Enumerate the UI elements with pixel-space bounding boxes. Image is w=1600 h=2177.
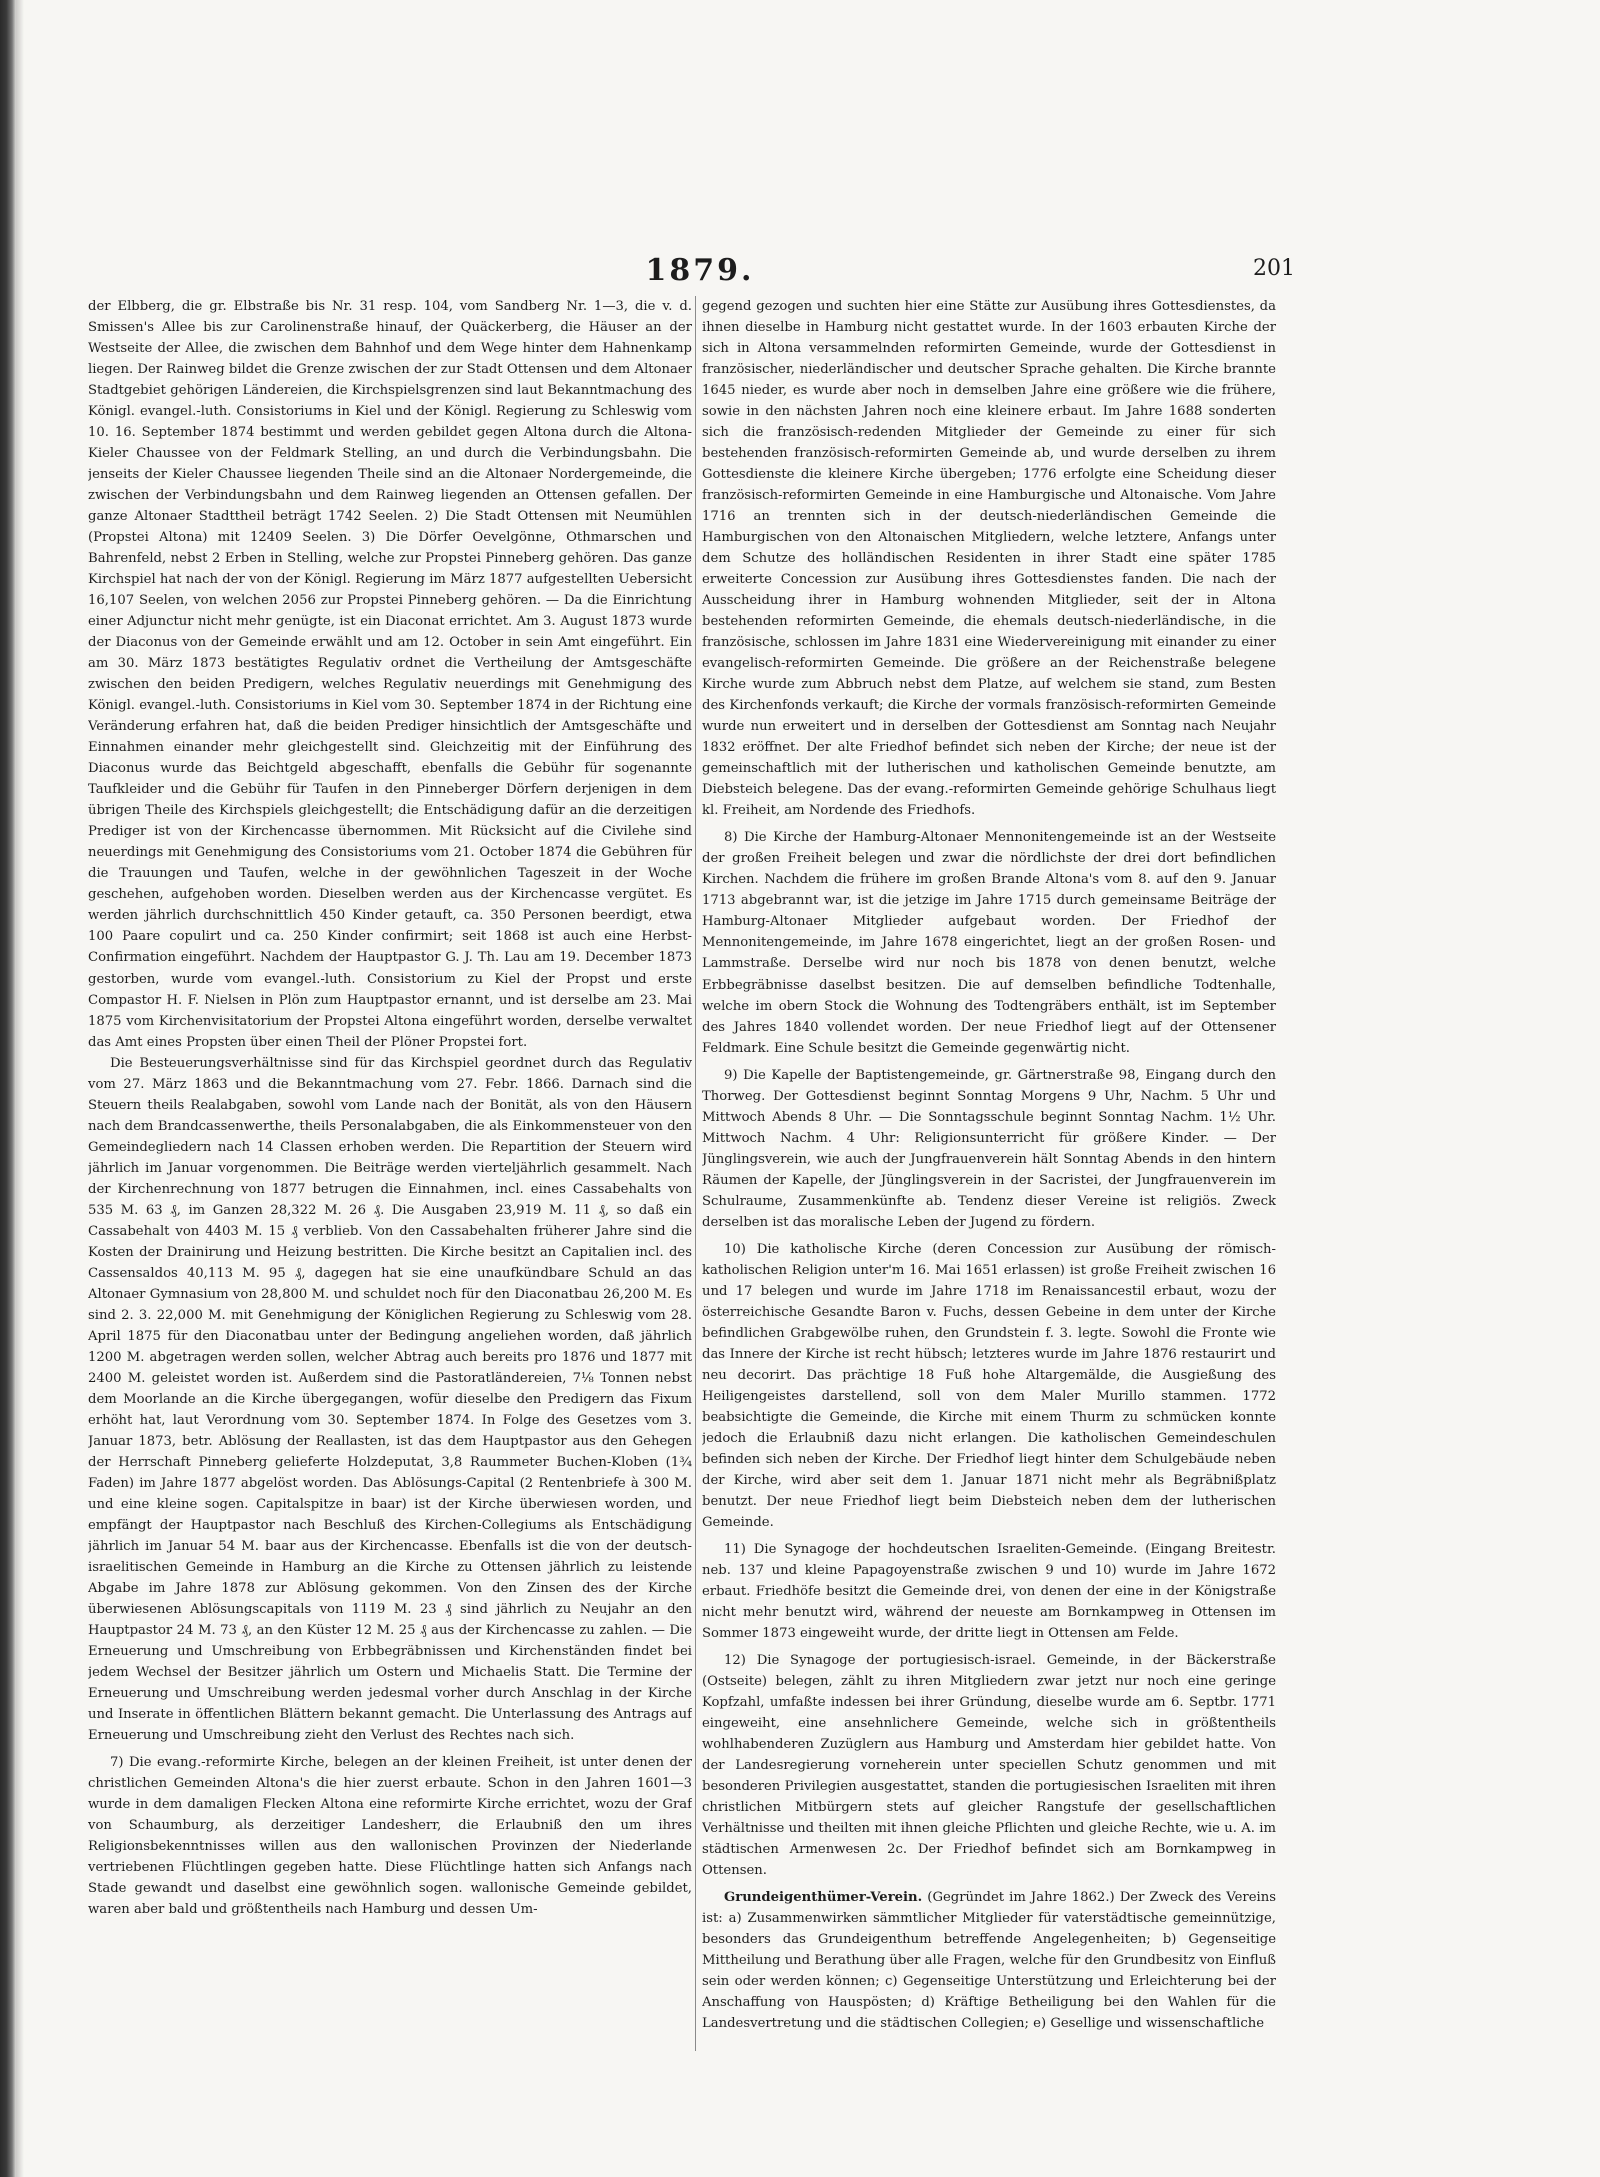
left-column [88,296,692,2056]
paragraph: 12) Die Synagoge der portugiesisch-israel. Gemeinde, in der Bäckerstraße (Ostseite) belegen, zählt zu ihren Mitgliedern zwar jetzt nur noch eine geringe Kopfzahl, umfaßte indessen bei ihrer Gründung, dieselbe wurde am 6. Septbr. 1771 eingeweiht, eine ansehnlichere Gemeinde, welche sich in größtentheils wohlhabenderen Zuzüglern aus Hamburg und Amsterdam hier gebildet hatte. Von der Landesregierung vorneherein unter speciellen Schutz genommen und mit besonderen Privilegien ausgestattet, standen die portugiesischen Israeliten mit ihren christlichen Mitbürgern stets auf gleicher Rangstufe der gesellschaftlichen Verhältnisse und theilten mit ihnen gleiche Pflichten und gleiche Rechte, wie u. A. im städtischen Armenwesen 2c. Der Friedhof befindet sich am Bornkampweg in Ottensen. [702,1652,1276,1879]
paragraph: der Elbberg, die gr. Elbstraße bis Nr. 31 resp. 104, vom Sandberg Nr. 1—3, die v. d. Smissen's Allee bis zur Carolinenstraße hinauf, der Quäckerberg, die Häuser an der Westseite der Allee, die zwischen dem Bahnhof und dem Wege hinter dem Hahnenkamp liegen. Der Rainweg bildet die Grenze zwischen der zur Stadt Ottensen und dem Altonaer Stadtgebiet gehörigen Ländereien, die Kirchspielsgrenzen sind laut Bekanntmachung des Königl. evangel.-luth. Consistoriums in Kiel und der Königl. Regierung zu Schleswig vom 10. 16. September 1874 bestimmt und werden gebildet gegen Altona durch die Altona-Kieler Chaussee von der Feldmark Stelling, an und durch die Verbindungsbahn. Die jenseits der Kieler Chaussee liegenden Theile sind an die Altonaer Nordergemeinde, die zwischen der Verbindungsbahn und dem Rainweg liegenden an Ottensen gefallen. Der ganze Altonaer Stadttheil beträgt 1742 Seelen. 2) Die Stadt Ottensen mit Neumühlen (Propstei Altona) mit 12409 Seelen. 3) Die Dörfer Oevelgönne, Othmarschen und Bahrenfeld, nebst 2 Erben in Stelling, welche zur Propstei Pinneberg gehören. Das ganze Kirchspiel hat nach der von der Königl. Regierung im März 1877 aufgestellten Uebersicht 16,107 Seelen, von welchen 2056 zur Propstei Pinneberg gehören. — Da die Einrichtung einer Adjunctur nicht mehr genügte, ist ein Diaconat errichtet. Am 3. August 1873 wurde der Diaconus von der Gemeinde erwählt und am 12. October in sein Amt eingeführt. Ein am 30. März 1873 bestätigtes Regulativ ordnet die Vertheilung der Amtsgeschäfte zwischen den beiden Predigern, welches Regulativ neuerdings mit Genehmigung des Königl. evangel.-luth. Consistoriums in Kiel vom 30. September 1874 in der Richtung eine Veränderung erfahren hat, daß die beiden Prediger hinsichtlich der Amtsgeschäfte und Einnahmen einander mehr gleichgestellt sind. Gleichzeitig mit der Einführung des Diaconus wurde das Beichtgeld abgeschafft, ebenfalls die Gebühr für sogenannte Taufkleider und die Gebühr für Taufen in den Pinneberger Dörfern derjenigen in dem übrigen Theile des Kirchspiels gleichgestellt; die Entschädigung dafür an die derzeitigen Prediger ist von der Kirchencasse übernommen. Mit Rücksicht auf die Civilehe sind neuerdings mit Genehmigung des Consistoriums vom 21. October 1874 die Gebühren für die Trauungen und Taufen, welche in der gewöhnlichen Tageszeit in der Woche geschehen, aufgehoben worden. Dieselben werden aus der Kirchencasse vergütet. Es werden jährlich durchschnittlich 450 Kinder getauft, ca. 350 Personen beerdigt, etwa 100 Paare copulirt und ca. 250 Kinder confirmirt; seit 1868 ist auch eine Herbst-Confirmation eingeführt. Nachdem der Hauptpastor G. J. Th. Lau am 19. December 1873 gestorben, wurde vom evangel.-luth. Consistorium zu Kiel der Propst und erste Compastor H. F. Nielsen in Plön zum Hauptpastor ernannt, und ist derselbe am 23. Mai 1875 vom Kirchenvisitatorium der Propstei Altona eingeführt worden, derselbe verwaltet das Amt eines Propsten über einen Theil der Plöner Propstei fort. [88,299,692,1050]
right-column [702,296,1276,2056]
paragraph: Die Besteuerungsverhältnisse sind für das Kirchspiel geordnet durch das Regulativ vom 27. März 1863 und die Bekanntmachung vom 27. Febr. 1866. Darnach sind die Steuern theils Realabgaben, sowohl vom Lande nach der Bonität, als von den Häusern nach dem Brandcassenwerthe, theils Personalabgaben, die als Einkommensteuer von den Gemeindegliedern nach 14 Classen erhoben werden. Die Repartition der Steuern wird jährlich im Januar vorgenommen. Die Beiträge werden vierteljährlich gesammelt. Nach der Kirchenrechnung von 1877 betrugen die Einnahmen, incl. eines Cassabehalts von 535 M. 63 ₰, im Ganzen 28,322 M. 26 ₰. Die Ausgaben 23,919 M. 11 ₰, so daß ein Cassabehalt von 4403 M. 15 ₰ verblieb. Von den Cassabehalten früherer Jahre sind die Kosten der Drainirung und Heizung bestritten. Die Kirche besitzt an Capitalien incl. des Cassensaldos 40,113 M. 95 ₰, dagegen hat sie eine unaufkündbare Schuld an das Altonaer Gymnasium von 28,800 M. und schuldet noch für den Diaconatbau 26,200 M. Es sind 2. 3. 22,000 M. mit Genehmigung der Königlichen Regierung zu Schleswig vom 28. April 1875 für den Diaconatbau unter der Bedingung angeliehen worden, daß jährlich 1200 M. abgetragen werden sollen, welcher Abtrag auch bereits pro 1876 und 1877 mit 2400 M. geleistet worden ist. Außerdem sind die Pastoratländereien, 7⅛ Tonnen nebst dem Moorlande an die Kirche übergegangen, wofür dieselbe den Predigern das Fixum erhöht hat, laut Verordnung vom 30. September 1874. In Folge des Gesetzes vom 3. Januar 1873, betr. Ablösung der Reallasten, ist das dem Hauptpastor aus den Gehegen der Herrschaft Pinneberg gelieferte Holzdeputat, 3,8 Raummeter Buchen-Kloben (1¾ Faden) im Jahre 1877 abgelöst worden. Das Ablösungs-Capital (2 Rentenbriefe à 300 M. und eine kleine sogen. Capitalspitze in baar) ist der Kirche überwiesen worden, und empfängt der Hauptpastor nach Beschluß des Kirchen-Collegiums als Entschädigung jährlich im Januar 54 M. baar aus der Kirchencasse. Ebenfalls ist die von der deutsch-israelitischen Gemeinde in Hamburg an die Kirche zu Ottensen jährlich zu leistende Abgabe im Jahre 1878 zur Ablösung gekommen. Von den Zinsen des der Kirche überwiesenen Ablösungscapitals von 1119 M. 23 ₰ sind jährlich zu Neujahr an den Hauptpastor 24 M. 73 ₰, an den Küster 12 M. 25 ₰ aus der Kirchencasse zu zahlen. — Die Erneuerung und Umschreibung von Erbbegräbnissen und Kirchenständen findet bei jedem Wechsel der Besitzer jährlich um Ostern und Michaelis Statt. Die Termine der Erneuerung und Umschreibung werden jedesmal vorher durch Anschlag in der Kirche und Inserate in öffentlichen Blättern bekannt gemacht. Die Unterlassung des Antrags auf Erneuerung und Umschreibung zieht den Verlust des Rechtes nach sich. [88,1055,692,1744]
scan-shadow [16,0,24,2177]
paragraph: gegend gezogen und suchten hier eine Stätte zur Ausübung ihres Gottesdienstes, da ihnen dieselbe in Hamburg nicht gestattet wurde. In der 1603 erbauten Kirche der sich in Altona versammelnden reformirten Gemeinde, wurde der Gottesdienst in französischer, niederländischer und deutscher Sprache gehalten. Die Kirche brannte 1645 nieder, es wurde aber noch in demselben Jahre eine größere wie die frühere, sowie in den nächsten Jahren noch eine kleinere erbaut. Im Jahre 1688 sonderten sich die französisch-redenden Mitglieder der Gemeinde zu einer für sich bestehenden französisch-reformirten Gemeinde ab, und wurde derselben zu ihrem Gottesdienste die kleinere Kirche übergeben; 1776 erfolgte eine Scheidung dieser französisch-reformirten Gemeinde in eine Hamburgische und Altonaische. Vom Jahre 1716 an trennten sich in der deutsch-niederländischen Gemeinde die Hamburgischen von den Altonaischen Mitgliedern, welche letztere, Anfangs unter dem Schutze des holländischen Residenten in ihrer Stadt eine später 1785 erweiterte Concession zur Ausübung ihres Gottesdienstes fanden. Die nach der Ausscheidung ihrer in Hamburg wohnenden Mitglieder, seit der in Altona bestehenden reformirten Gemeinde, die ehemals deutsch-niederländische, in die französische, schlossen im Jahre 1831 eine Wiedervereinigung mit einander zu einer evangelisch-reformirten Gemeinde. Die größere an der Reichenstraße belegene Kirche wurde zum Abbruch nebst dem Platze, auf welchem sie stand, zum Besten des Kirchenfonds verkauft; die Kirche der vormals französisch-reformirten Gemeinde wurde nun erweitert und in derselben der Gottesdienst am Sonntag nach Neujahr 1832 eröffnet. Der alte Friedhof befindet sich neben der Kirche; der neue ist der gemeinschaftlich mit der lutherischen und katholischen Gemeinde benutzte, am Diebsteich belegene. Das der evang.-reformirten Gemeinde gehörige Schulhaus liegt kl. Freiheit, am Nordende des Friedhofs. [702,299,1276,819]
column-divider [695,296,696,2051]
scan-edge [0,0,16,2177]
page-number: 201 [1253,256,1295,281]
entry-grundeigenthuemer-verein [702,1887,1276,2034]
paragraph: 11) Die Synagoge der hochdeutschen Israeliten-Gemeinde. (Eingang Breitestr. neb. 137 und kleine Papagoyenstraße zwischen 9 und 10) wurde im Jahre 1672 erbaut. Friedhöfe besitzt die Gemeinde drei, von denen der eine in der Königstraße nicht mehr benutzt wird, während der neueste am Bornkampweg in Ottensen im Sommer 1873 eingeweiht wurde, der dritte liegt in Ottensen am Felde. [702,1541,1276,1641]
entry-heading: Grundeigenthümer-Verein. [724,1890,923,1906]
paragraph: 10) Die katholische Kirche (deren Concession zur Ausübung der römisch-katholischen Religion unter'm 16. Mai 1651 erlassen) ist große Freiheit zwischen 16 und 17 belegen und wurde im Jahre 1718 im Renaissancestil erbaut, wozu der österreichische Gesandte Baron v. Fuchs, dessen Gebeine in dem unter der Kirche befindlichen Grabgewölbe ruhen, den Grundstein f. 3. legte. Sowohl die Fronte wie das Innere der Kirche ist recht hübsch; letzteres wurde im Jahre 1876 restaurirt und neu decorirt. Das prächtige 18 Fuß hohe Altargemälde, die Ausgießung des Heiligengeistes darstellend, soll von dem Maler Murillo stammen. 1772 beabsichtigte die Gemeinde, die Kirche mit einem Thurm zu schmücken konnte jedoch die Erlaubniß dazu nicht erlangen. Die katholischen Gemeindeschulen befinden sich neben der Kirche. Der Friedhof liegt hinter dem Schulgebäude neben der Kirche, wird aber seit dem 1. Januar 1871 nicht mehr als Begräbnißplatz benutzt. Der neue Friedhof liegt beim Diebsteich neben dem der lutherischen Gemeinde. [702,1241,1276,1530]
entry-text: (Gegründet im Jahre 1862.) Der Zweck des Vereins ist: a) Zusammenwirken sämmtlicher Mitglieder für vaterstädtische gemeinnützige, besonders das Grundeigenthum betreffende Angelegenheiten; b) Gegenseitige Mittheilung und Berathung über alle Fragen, welche für den Grundbesitz von Einfluß sein oder werden können; c) Gegenseitige Unterstützung und Erleichterung bei der Anschaffung von Hauspösten; d) Kräftige Betheiligung bei den Wahlen für die Landesvertretung und die städtischen Collegien; e) Gesellige und wissenschaftliche [702,1890,1276,2032]
paragraph: 8) Die Kirche der Hamburg-Altonaer Mennonitengemeinde ist an der Westseite der großen Freiheit belegen und zwar die nördlichste der drei dort befindlichen Kirchen. Nachdem die frühere im großen Brande Altona's vom 8. auf den 9. Januar 1713 abgebrannt war, ist die jetzige im Jahre 1715 durch gemeinsame Beiträge der Hamburg-Altonaer Mitglieder aufgebaut worden. Der Friedhof der Mennonitengemeinde, im Jahre 1678 eingerichtet, liegt an der großen Rosen- und Lammstraße. Derselbe wird nur noch bis 1878 von denen benutzt, welche Erbbegräbnisse daselbst besitzen. Die auf demselben befindliche Todtenhalle, welche im obern Stock die Wohnung des Todtengräbers enthält, ist im September des Jahres 1840 vollendet worden. Der neue Friedhof liegt auf der Ottensener Feldmark. Eine Schule besitzt die Gemeinde gegenwärtig nicht. [702,830,1276,1056]
paragraph: 7) Die evang.-reformirte Kirche, belegen an der kleinen Freiheit, ist unter denen der christlichen Gemeinden Altona's die hier zuerst erbaute. Schon in den Jahren 1601—3 wurde in dem damaligen Flecken Altona eine reformirte Kirche errichtet, wozu der Graf von Schaumburg, als derzeitiger Landesherr, die Erlaubniß den um ihres Religionsbekenntnisses willen aus den wallonischen Provinzen der Niederlande vertriebenen Flüchtlingen gegeben hatte. Diese Flüchtlinge hatten sich Anfangs nach Stade gewandt und daselbst eine gewöhnlich sogen. wallonische Gemeinde gebildet, waren aber bald und größtentheils nach Hamburg und dessen Um- [88,1755,692,1918]
paragraph: 9) Die Kapelle der Baptistengemeinde, gr. Gärtnerstraße 98, Eingang durch den Thorweg. Der Gottesdienst beginnt Sonntag Morgens 9 Uhr, Nachm. 5 Uhr und Mittwoch Abends 8 Uhr. — Die Sonntagsschule beginnt Sonntag Nachm. 1½ Uhr. Mittwoch Nachm. 4 Uhr: Religionsunterricht für größere Kinder. — Der Jünglingsverein, wie auch der Jungfrauenverein hält Sonntag Abends in den hintern Räumen der Kapelle, der Jünglingsverein in der Sacristei, der Jungfrauenverein im Schulraume, Zusammenkünfte ab. Tendenz dieser Vereine ist religiös. Zweck derselben ist das moralische Leben der Jugend zu fördern. [702,1067,1276,1230]
page-header-year: 1879. [645,253,755,288]
